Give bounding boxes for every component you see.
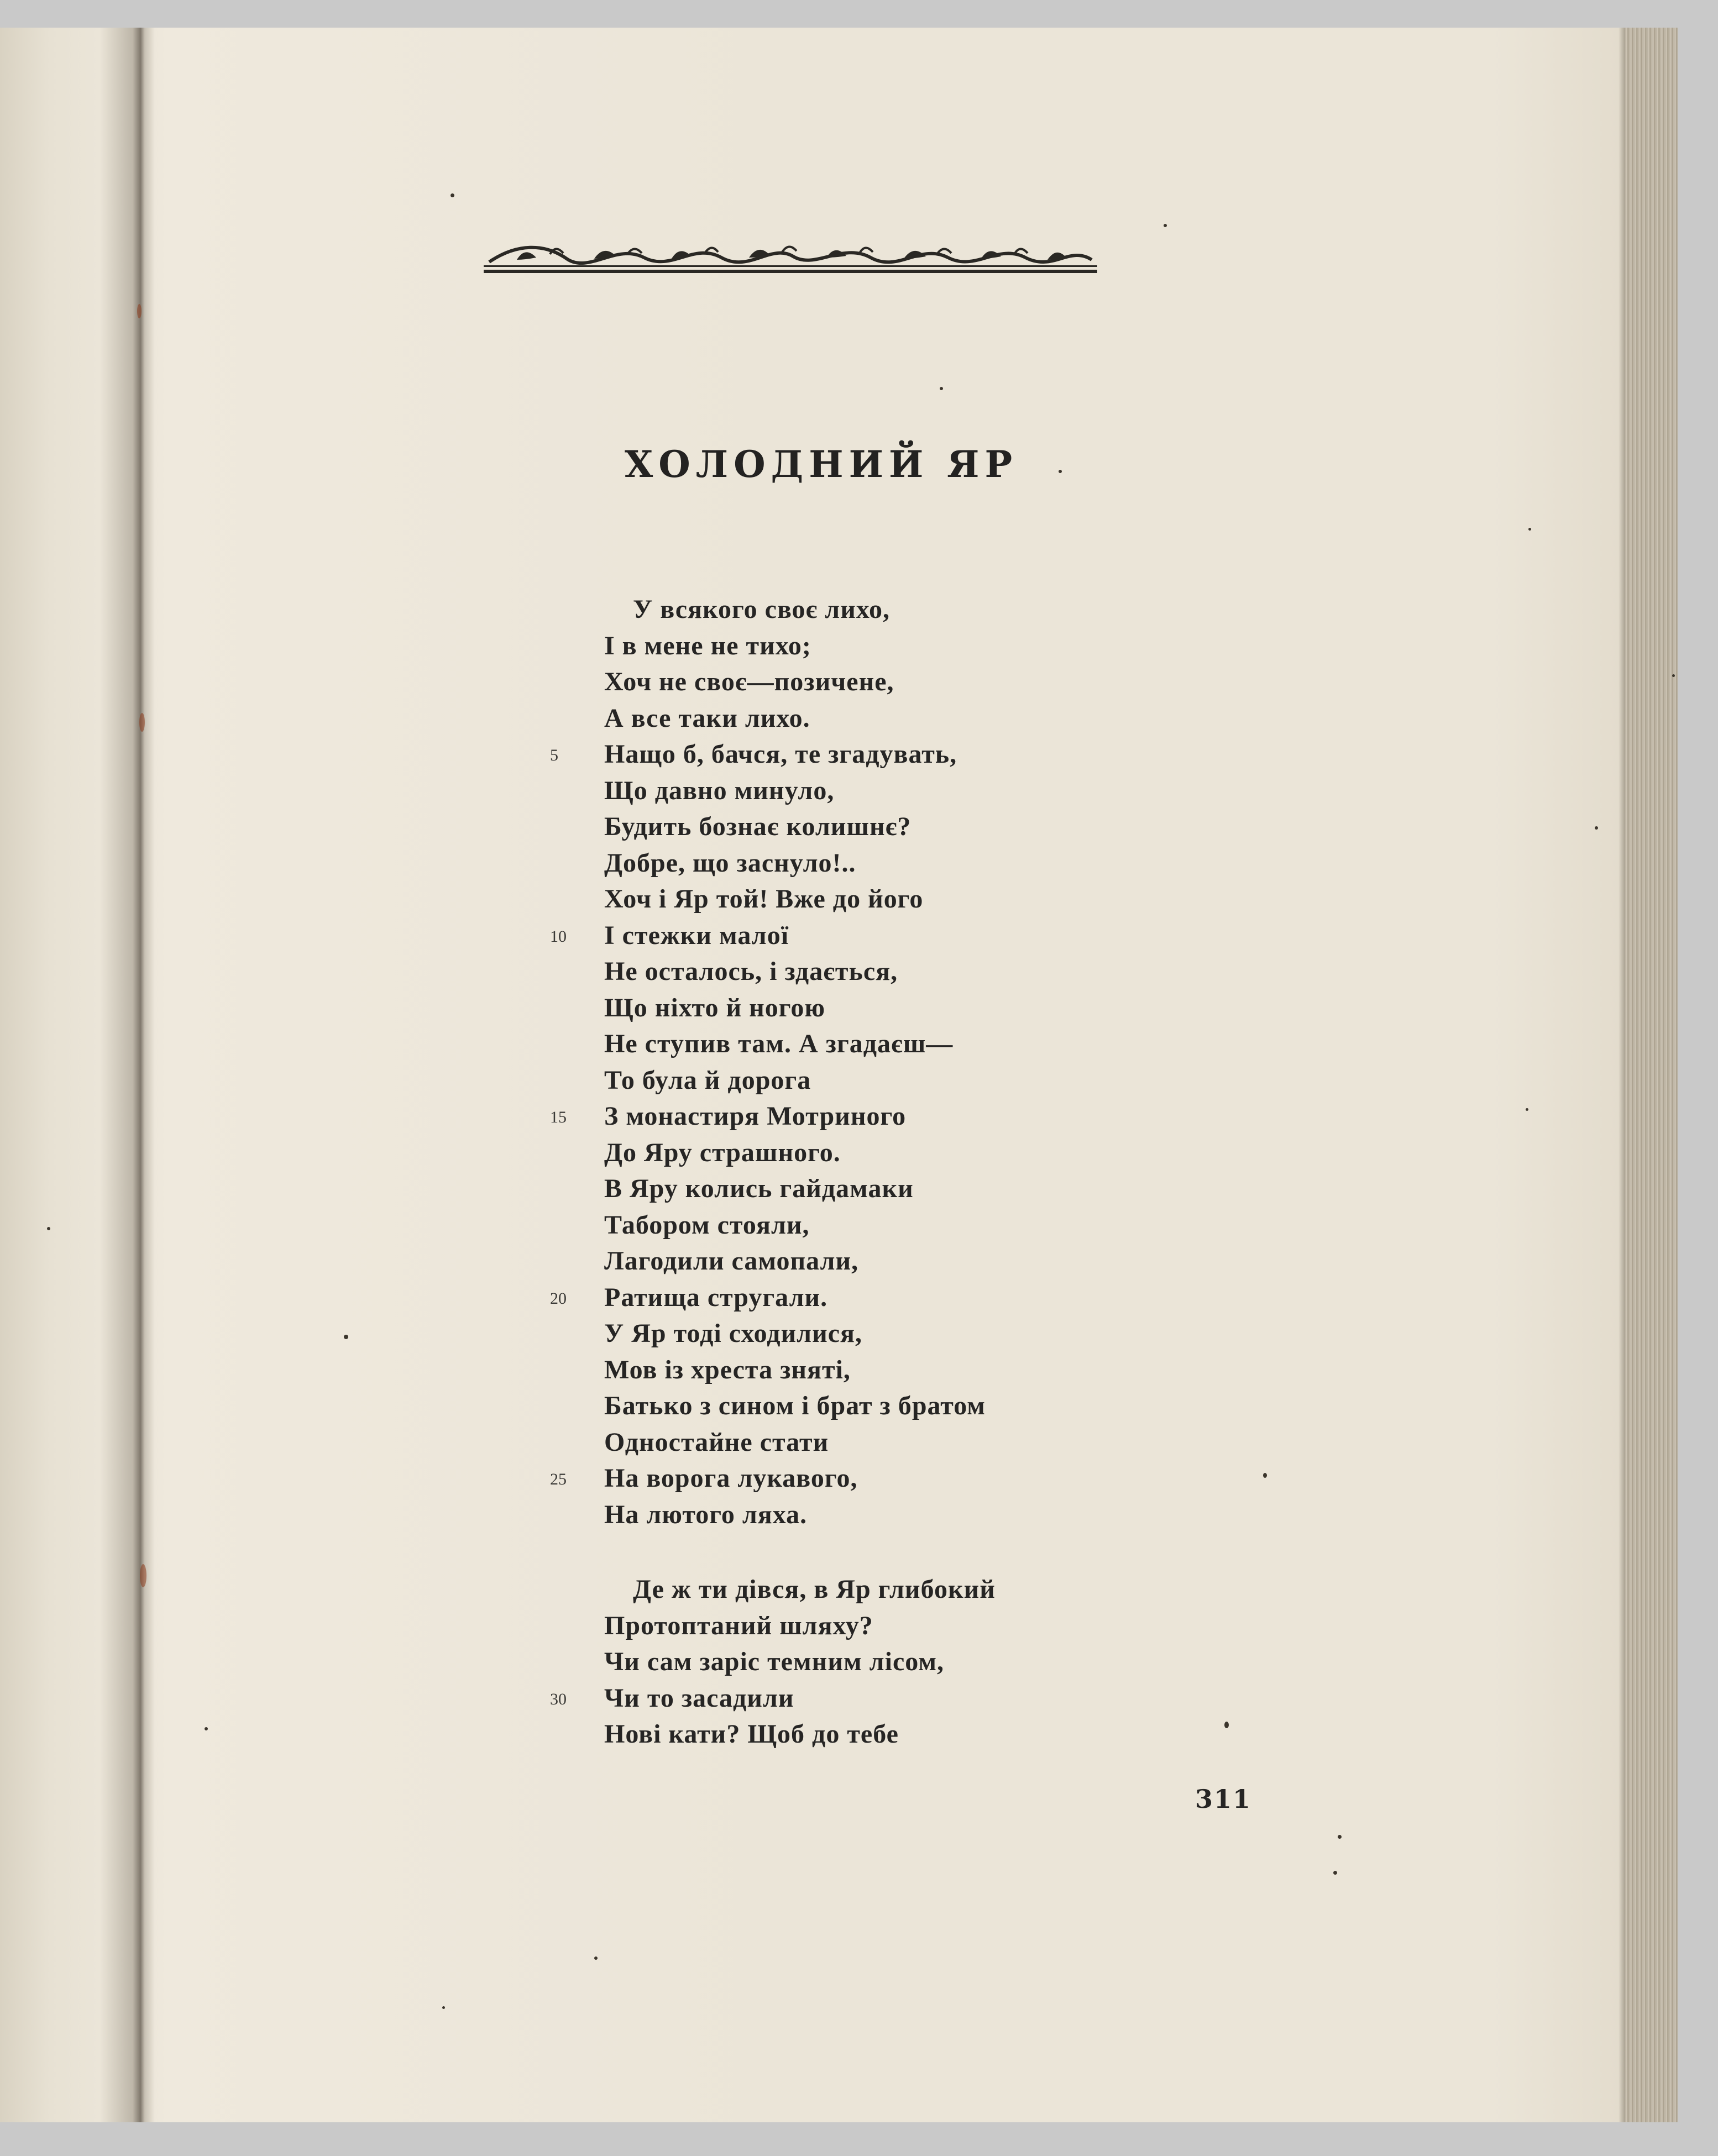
ornamental-rule [484, 238, 1097, 276]
poem-line: Лагодили самопали, [604, 1246, 859, 1276]
speck [1164, 224, 1167, 227]
speck [1595, 826, 1598, 830]
poem-line: Мов із хреста зняті, [604, 1355, 851, 1384]
poem-line: Чи сам заріс темним лісом, [604, 1647, 945, 1676]
poem-line: Не осталось, і здається, [604, 957, 898, 986]
poem-line: А все таки лихо. [604, 703, 810, 733]
poem-line: Табором стояли, [604, 1210, 810, 1240]
poem-line: На лютого ляха. [604, 1499, 808, 1529]
poem-line: Не ступив там. А згадаєш— [604, 1029, 954, 1058]
poem-line: Чи то засадили [604, 1683, 794, 1713]
speck [1224, 1722, 1229, 1728]
speck [442, 2006, 445, 2009]
poem-line: І стежки малої [604, 920, 789, 950]
poem-line: До Яру страшного. [604, 1137, 841, 1167]
line-number: 20 [550, 1289, 567, 1308]
page-edge-shadow [1619, 28, 1625, 2122]
speck [451, 193, 454, 197]
poem-line: Протоптаний шляху? [604, 1611, 873, 1640]
line-number: 25 [550, 1470, 567, 1488]
speck [940, 387, 943, 390]
line-number: 15 [550, 1108, 567, 1126]
speck [1528, 528, 1531, 531]
speck [1333, 1871, 1337, 1875]
foxing-stain [140, 1564, 146, 1587]
poem-line: У всякого своє лихо, [633, 595, 891, 624]
poem-line: Нові кати? Щоб до тебе [604, 1719, 899, 1749]
poem-line: Хоч і Яр той! Вже до його [604, 884, 924, 914]
poem-line: Батько з сином і брат з братом [604, 1391, 986, 1420]
speck [47, 1227, 50, 1230]
foxing-stain [137, 304, 142, 318]
poem-line: Добре, що заснуло!.. [604, 848, 856, 878]
page-title: ХОЛОДНИЙ ЯР [625, 443, 1018, 486]
poem-line: Ратища стругали. [604, 1282, 828, 1312]
speck [1526, 1108, 1528, 1111]
speck [1338, 1835, 1342, 1839]
poem-line: Будить бознає колишнє? [604, 812, 912, 841]
foxing-stain [139, 713, 145, 732]
poem-line: І в мене не тихо; [604, 631, 811, 660]
line-number: 10 [550, 927, 567, 946]
speck [205, 1727, 208, 1730]
poem-line: Нащо б, бачся, те згадувать, [604, 739, 957, 769]
poem-line: На ворога лукавого, [604, 1463, 858, 1493]
line-number: 5 [550, 746, 558, 764]
poem-line: Що давно минуло, [604, 775, 835, 805]
page-number: 311 [1195, 1784, 1252, 1814]
book-scan [0, 28, 1678, 2122]
poem-line: Де ж ти дівся, в Яр глибокий [633, 1575, 996, 1604]
page-stack [1625, 28, 1678, 2122]
speck [1672, 674, 1675, 677]
speck [594, 1956, 598, 1960]
speck [1059, 470, 1062, 473]
poem-line: То була й дорога [604, 1065, 811, 1095]
poem-line: У Яр тоді сходилися, [604, 1319, 863, 1348]
book-gutter [99, 28, 155, 2122]
poem-line: В Яру колись гайдамаки [604, 1174, 914, 1203]
poem-line: Хоч не своє—позичене, [604, 667, 894, 696]
poem-line: Що ніхто й ногою [604, 993, 826, 1022]
speck [344, 1335, 348, 1339]
poem-line: Одностайне стати [604, 1427, 829, 1457]
poem-line: З монастиря Мотриного [604, 1101, 907, 1131]
line-number: 30 [550, 1690, 567, 1708]
speck [1263, 1473, 1267, 1478]
